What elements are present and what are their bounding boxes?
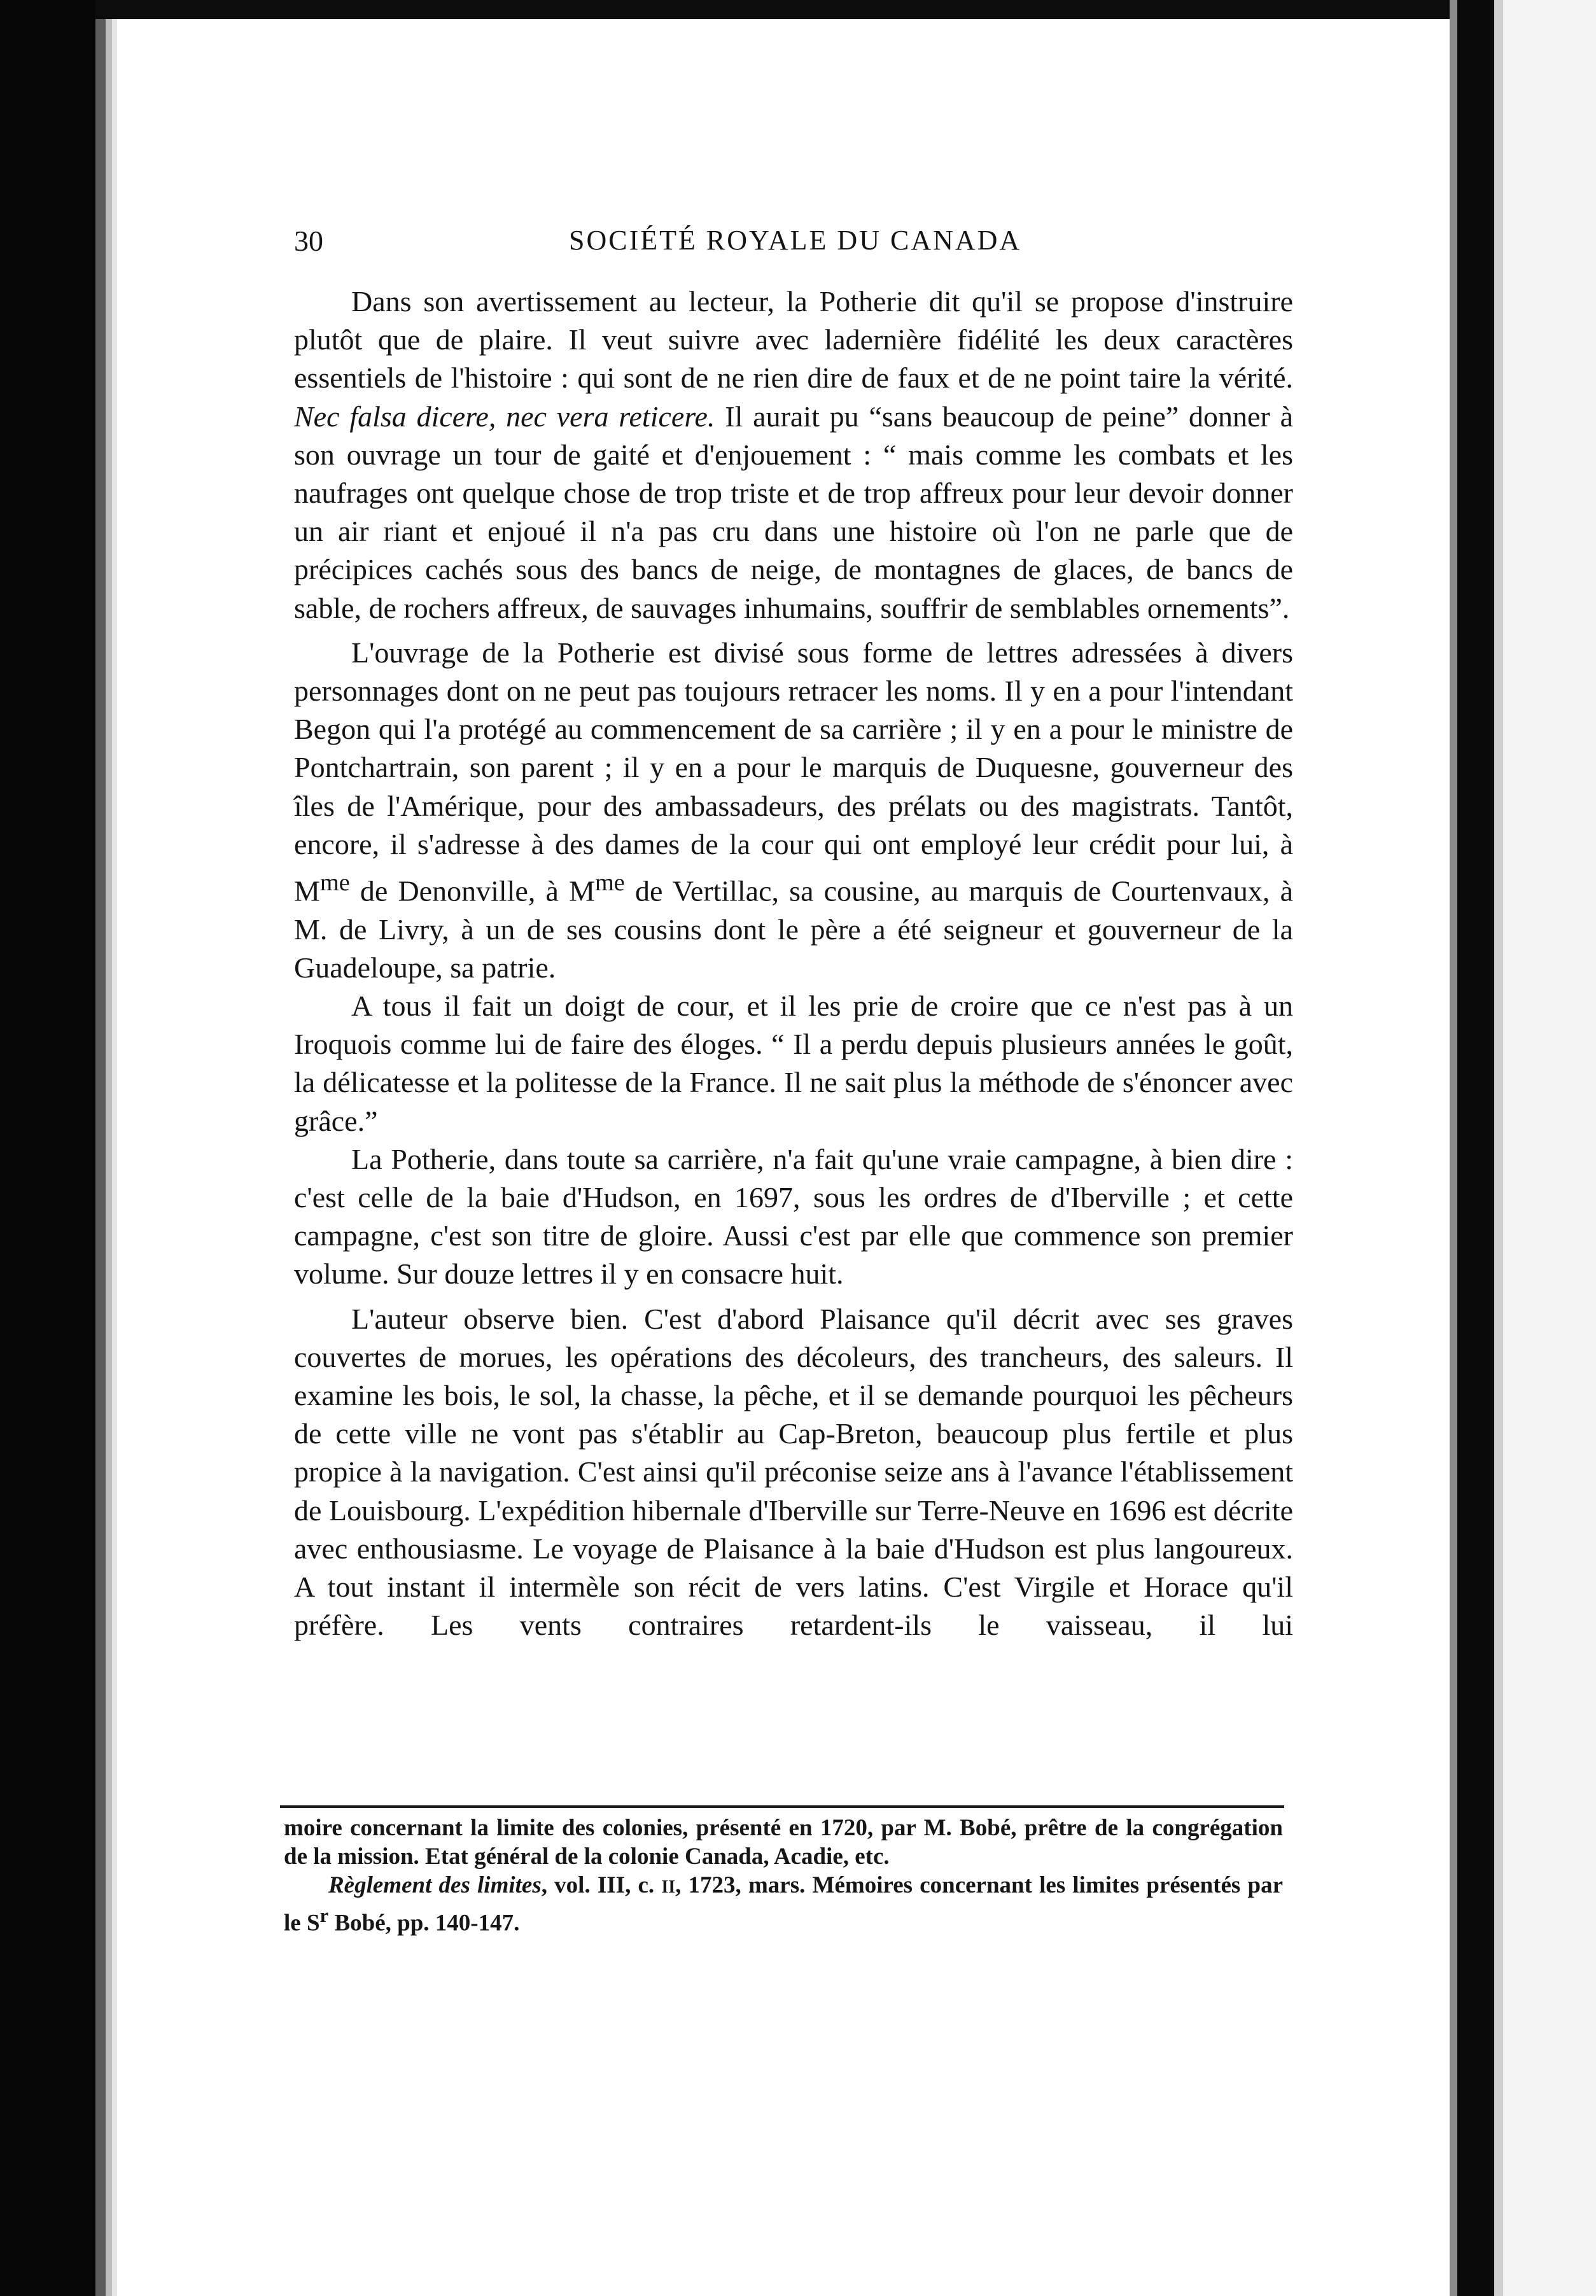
running-title: SOCIÉTÉ ROYALE DU CANADA: [569, 225, 1022, 256]
footnote-text-c: Bobé, pp. 140-147.: [328, 1910, 520, 1936]
superscript-me-1: me: [319, 869, 350, 897]
paragraph-1-text-a: Dans son avertissement au lecteur, la Potherie dit qu'il se propose d'instruire plutôt que de plaire. Il veut suivre avec ladernière fidélité les deux caractères essentiels de l'histoire : qui sont de ne rien dire de faux et de ne point taire la vérité.: [294, 285, 1293, 395]
scan-left-margin: [0, 0, 95, 2296]
footnote-superscript: r: [319, 1905, 329, 1926]
paragraph-2-text-c: de Vertillac, sa cousine, au marquis de Courtenvaux, à M. de Livry, à un de ses cousins dont le père a été seigneur et gouverneur de la Guadeloupe, sa patrie.: [294, 874, 1293, 984]
footnote-reglement: [284, 1871, 1283, 1937]
footnote-rule: [280, 1805, 1284, 1808]
paragraph-5: L'auteur observe bien. C'est d'abord Plaisance qu'il décrit avec ses graves couvertes de morues, les opérations des décoleurs, des trancheurs, des saleurs. Il examine les bois, le sol, la chasse, la pêche, et il se demande pourquoi les pêcheurs de cette ville ne vont pas s'établir au Cap-Breton, beaucoup plus fertile et plus propice à la navigation. C'est ainsi qu'il préconise seize ans à l'avance l'établissement de Louisbourg. L'expédition hibernale d'Iberville sur Terre-Neuve en 1696 est décrite avec enthousiasme. Le voyage de Plaisance à la baie d'Hudson est plus langoureux. A tout instant il intermèle son récit de vers latins. C'est Virgile et Horace qu'il préfère. Les vents contraires retardent-ils le vaisseau, il lui: [294, 1302, 1293, 1642]
facing-page: [1494, 0, 1596, 2296]
paragraph-2-text-b: de Denonville, à M: [349, 874, 595, 907]
book-gutter: [1457, 0, 1494, 2296]
paragraph-1: [294, 283, 1293, 627]
page-number: 30: [294, 225, 323, 257]
page-edge-shadow: [95, 0, 106, 2296]
footnote-continued: moire concernant la limite des colonies, présenté en 1720, par M. Bobé, prêtre de la congrégation de la mission. Etat général de la colonie Canada, Acadie, etc.: [284, 1815, 1283, 1870]
footnote-title: Règlement des limites: [328, 1872, 542, 1898]
paragraph-1-text-b: Il aurait pu “sans beaucoup de peine” donner à son ouvrage un tour de gaité et d'enjouement : “ mais comme les combats et les naufrages ont quelque chose de trop triste et de trop affreux pour leur devoir donner un air riant et enjoué il n'a pas cru dans une histoire où l'on ne parle que de précipices cachés sous des bancs de neige, de montagnes de glaces, de bancs de sable, de rochers affreux, de sauvages inhumains, souffrir de semblables ornements”.: [294, 400, 1293, 624]
facing-page-shadow: [1494, 0, 1503, 2296]
paragraph-2-text-a: L'ouvrage de la Potherie est divisé sous forme de lettres adressées à divers personnages dont on ne peut pas toujours retracer les noms. Il y en a pour l'intendant Begon qui l'a protégé au commencement de sa carrière ; il y en a pour le ministre de Pontchartrain, son parent ; il y en a pour le marquis de Duquesne, gouverneur des îles de l'Amérique, pour des ambassadeurs, des prélats ou des magistrats. Tantôt, encore, il s'adresse à des dames de la cour qui ont employé leur crédit pour lui, à M: [294, 636, 1293, 907]
footnotes: [284, 1814, 1283, 1937]
paragraph-4: La Potherie, dans toute sa carrière, n'a fait qu'une vraie campagne, à bien dire : c'est celle de la baie d'Hudson, en 1697, sous les ordres de d'Iberville ; et cette campagne, c'est son titre de gloire. Aussi c'est par elle que commence son premier volume. Sur douze lettres il y en consacre huit.: [294, 1142, 1293, 1291]
gutter-edge: [1450, 0, 1457, 2296]
page-edge-light: [112, 0, 117, 2296]
paragraph-2: [294, 634, 1293, 987]
paragraph-3: A tous il fait un doigt de cour, et il les prie de croire que ce n'est pas à un Iroquois comme lui de faire des éloges. “ Il a perdu depuis plusieurs années le goût, la délicatesse et la politesse de la France. Il ne sait plus la méthode de s'énoncer avec grâce.”: [294, 989, 1293, 1137]
footnote-numeral: II: [661, 1877, 676, 1897]
scan-top-margin: [95, 0, 1460, 19]
latin-quote: Nec falsa dicere, nec vera reticere.: [294, 400, 715, 433]
footnote-text-a: , vol. III, c.: [541, 1872, 662, 1898]
footnote-text-b: , 1723, mars. Mémoires concernant les limites présentés par le S: [284, 1872, 1283, 1936]
page-edge-shade: [106, 0, 112, 2296]
body-text: [294, 283, 1293, 1644]
superscript-me-2: me: [594, 869, 625, 897]
